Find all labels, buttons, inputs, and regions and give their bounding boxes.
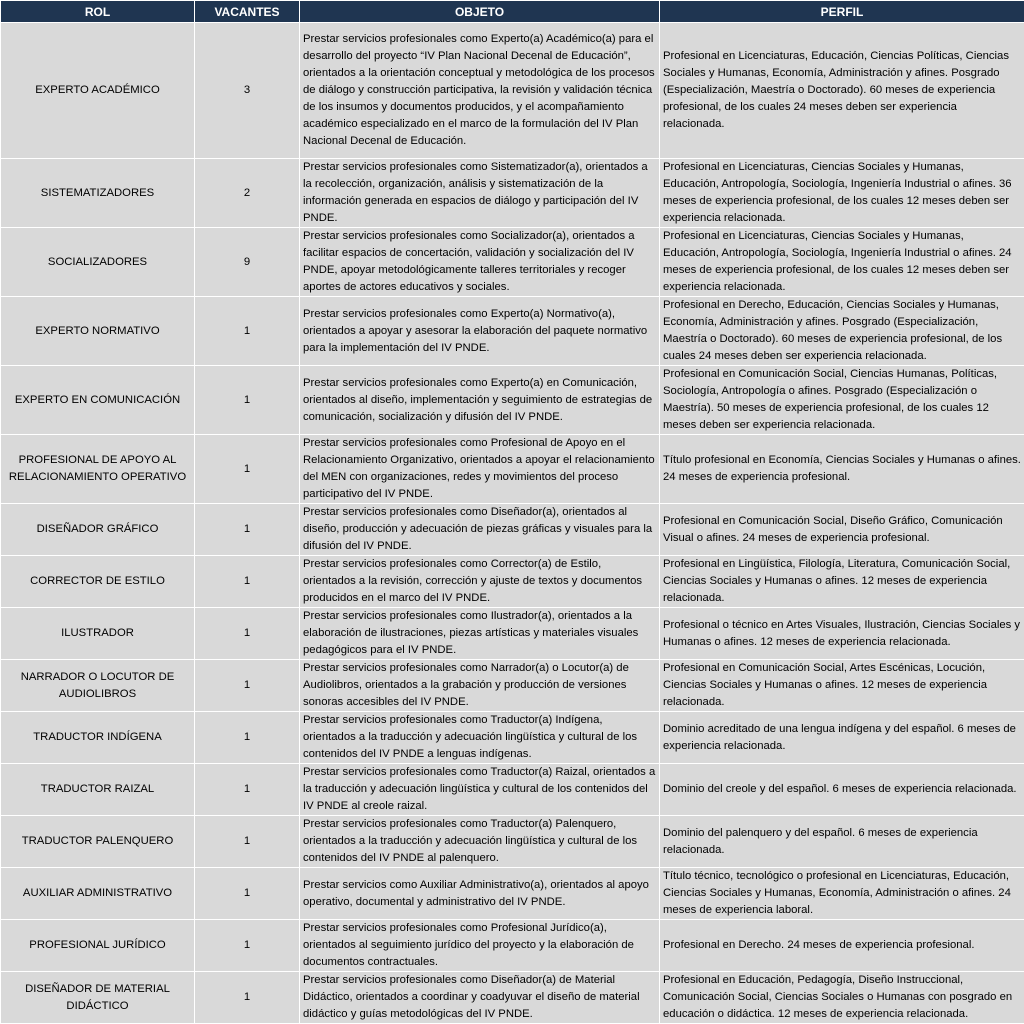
cell-perfil: Dominio del creole y del español. 6 meses de experiencia relacionada. — [660, 764, 1024, 816]
cell-vacantes: 3 — [195, 23, 300, 159]
cell-rol: CORRECTOR DE ESTILO — [1, 556, 195, 608]
cell-perfil: Profesional en Derecho. 24 meses de experiencia profesional. — [660, 920, 1024, 972]
cell-objeto: Prestar servicios profesionales como Experto(a) Académico(a) para el desarrollo del proyecto “IV Plan Nacional Decenal de Educación”, orientados a la orientación conceptual y metodológica de los procesos de diálogo y construcción participativa, la revisión y validación técnica de los insumos y documentos producidos, y el acompañamiento académico especializado en el marco de la formulación del IV Plan Nacional Decenal de Educación. — [300, 23, 660, 159]
cell-objeto: Prestar servicios profesionales como Sistematizador(a), orientados a la recolección, organización, análisis y sistematización de la información generada en espacios de diálogo y participación del IV PNDE. — [300, 159, 660, 228]
cell-perfil: Profesional en Licenciaturas, Ciencias Sociales y Humanas, Educación, Antropología, Sociología, Ingeniería Industrial o afines. 24 meses de experiencia profesional, de los cuales 12 meses deben ser experiencia relacionada. — [660, 228, 1024, 297]
cell-rol: ILUSTRADOR — [1, 608, 195, 660]
cell-objeto: Prestar servicios profesionales como Diseñador(a) de Material Didáctico, orientados a coordinar y coadyuvar el diseño de material didáctico y guías metodológicas del IV PNDE. — [300, 972, 660, 1024]
cell-perfil: Profesional o técnico en Artes Visuales, Ilustración, Ciencias Sociales y Humanas o afines. 12 meses de experiencia relacionada. — [660, 608, 1024, 660]
cell-perfil: Título profesional en Economía, Ciencias Sociales y Humanas o afines. 24 meses de experiencia profesional. — [660, 435, 1024, 504]
cell-perfil: Profesional en Licenciaturas, Ciencias Sociales y Humanas, Educación, Antropología, Sociología, Ingeniería Industrial o afines. 36 meses de experiencia profesional, de los cuales 12 meses deben ser experiencia relacionada. — [660, 159, 1024, 228]
table-row — [1, 972, 1024, 1024]
cell-rol: AUXILIAR ADMINISTRATIVO — [1, 868, 195, 920]
table-row — [1, 159, 1024, 228]
cell-vacantes: 1 — [195, 920, 300, 972]
table-row — [1, 816, 1024, 868]
cell-rol: TRADUCTOR PALENQUERO — [1, 816, 195, 868]
table-row — [1, 366, 1024, 435]
cell-objeto: Prestar servicios profesionales como Traductor(a) Indígena, orientados a la traducción y adecuación lingüística y cultural de los contenidos del IV PNDE a lenguas indígenas. — [300, 712, 660, 764]
cell-perfil: Dominio del palenquero y del español. 6 meses de experiencia relacionada. — [660, 816, 1024, 868]
table-row — [1, 435, 1024, 504]
cell-rol: EXPERTO EN COMUNICACIÓN — [1, 366, 195, 435]
cell-perfil: Profesional en Licenciaturas, Educación, Ciencias Políticas, Ciencias Sociales y Humanas, Economía, Administración y afines. Posgrado (Especialización, Maestría o Doctorado). 60 meses de experiencia profesional, de los cuales 24 meses deben ser experiencia relacionada. — [660, 23, 1024, 159]
cell-vacantes: 2 — [195, 159, 300, 228]
cell-objeto: Prestar servicios profesionales como Narrador(a) o Locutor(a) de Audiolibros, orientados a la grabación y producción de versiones sonoras accesibles del IV PNDE. — [300, 660, 660, 712]
cell-vacantes: 1 — [195, 435, 300, 504]
cell-rol: EXPERTO ACADÉMICO — [1, 23, 195, 159]
cell-objeto: Prestar servicios profesionales como Profesional de Apoyo en el Relacionamiento Organizativo, orientados a apoyar el relacionamiento del MEN con organizaciones, redes y movimientos del proceso participativo del IV PNDE. — [300, 435, 660, 504]
cell-objeto: Prestar servicios profesionales como Socializador(a), orientados a facilitar espacios de concertación, validación y socialización del IV PNDE, apoyar metodológicamente talleres territoriales y recoger aportes de actores educativos y sociales. — [300, 228, 660, 297]
table-row — [1, 712, 1024, 764]
cell-objeto: Prestar servicios profesionales como Traductor(a) Raizal, orientados a la traducción y adecuación lingüística y cultural de los contenidos del IV PNDE al creole raizal. — [300, 764, 660, 816]
cell-vacantes: 1 — [195, 608, 300, 660]
cell-vacantes: 1 — [195, 972, 300, 1024]
cell-vacantes: 1 — [195, 366, 300, 435]
table-row — [1, 660, 1024, 712]
cell-objeto: Prestar servicios profesionales como Diseñador(a), orientados al diseño, producción y adecuación de piezas gráficas y visuales para la difusión del IV PNDE. — [300, 504, 660, 556]
cell-vacantes: 1 — [195, 712, 300, 764]
cell-objeto: Prestar servicios profesionales como Traductor(a) Palenquero, orientados a la traducción y adecuación lingüística y cultural de los contenidos del IV PNDE al palenquero. — [300, 816, 660, 868]
table-row — [1, 504, 1024, 556]
cell-rol: NARRADOR O LOCUTOR DE AUDIOLIBROS — [1, 660, 195, 712]
cell-objeto: Prestar servicios profesionales como Ilustrador(a), orientados a la elaboración de ilustraciones, piezas artísticas y materiales visuales pedagógicos para el IV PNDE. — [300, 608, 660, 660]
header-objeto: OBJETO — [300, 1, 660, 23]
header-perfil: PERFIL — [660, 1, 1024, 23]
cell-vacantes: 1 — [195, 868, 300, 920]
cell-objeto: Prestar servicios profesionales como Experto(a) en Comunicación, orientados al diseño, implementación y seguimiento de estrategias de comunicación, socialización y difusión del IV PNDE. — [300, 366, 660, 435]
cell-objeto: Prestar servicios profesionales como Corrector(a) de Estilo, orientados a la revisión, corrección y ajuste de textos y documentos producidos en el marco del IV PNDE. — [300, 556, 660, 608]
cell-perfil: Título técnico, tecnológico o profesional en Licenciaturas, Educación, Ciencias Sociales y Humanas, Economía, Administración o afines. 24 meses de experiencia laboral. — [660, 868, 1024, 920]
header-rol: ROL — [1, 1, 195, 23]
cell-objeto: Prestar servicios profesionales como Experto(a) Normativo(a), orientados a apoyar y asesorar la elaboración del paquete normativo para la implementación del IV PNDE. — [300, 297, 660, 366]
cell-vacantes: 1 — [195, 816, 300, 868]
table-row — [1, 297, 1024, 366]
table-row — [1, 556, 1024, 608]
table-row — [1, 868, 1024, 920]
cell-rol: SOCIALIZADORES — [1, 228, 195, 297]
cell-vacantes: 1 — [195, 660, 300, 712]
cell-rol: PROFESIONAL JURÍDICO — [1, 920, 195, 972]
cell-vacantes: 9 — [195, 228, 300, 297]
cell-vacantes: 1 — [195, 504, 300, 556]
cell-rol: TRADUCTOR RAIZAL — [1, 764, 195, 816]
cell-rol: PROFESIONAL DE APOYO AL RELACIONAMIENTO OPERATIVO — [1, 435, 195, 504]
header-vacantes: VACANTES — [195, 1, 300, 23]
cell-rol: DISEÑADOR DE MATERIAL DIDÁCTICO — [1, 972, 195, 1024]
table-row — [1, 608, 1024, 660]
cell-perfil: Dominio acreditado de una lengua indígena y del español. 6 meses de experiencia relacionada. — [660, 712, 1024, 764]
cell-rol: TRADUCTOR INDÍGENA — [1, 712, 195, 764]
cell-rol: SISTEMATIZADORES — [1, 159, 195, 228]
cell-perfil: Profesional en Comunicación Social, Diseño Gráfico, Comunicación Visual o afines. 24 meses de experiencia profesional. — [660, 504, 1024, 556]
cell-perfil: Profesional en Comunicación Social, Artes Escénicas, Locución, Ciencias Sociales y Humanas o afines. 12 meses de experiencia relacionada. — [660, 660, 1024, 712]
cell-objeto: Prestar servicios profesionales como Profesional Jurídico(a), orientados al seguimiento jurídico del proyecto y la elaboración de documentos contractuales. — [300, 920, 660, 972]
cell-perfil: Profesional en Lingüística, Filología, Literatura, Comunicación Social, Ciencias Sociales y Humanas o afines. 12 meses de experiencia relacionada. — [660, 556, 1024, 608]
cell-objeto: Prestar servicios como Auxiliar Administrativo(a), orientados al apoyo operativo, documental y administrativo del IV PNDE. — [300, 868, 660, 920]
cell-perfil: Profesional en Derecho, Educación, Ciencias Sociales y Humanas, Economía, Administración y afines. Posgrado (Especialización, Maestría o Doctorado). 60 meses de experiencia profesional, de los cuales 24 meses deben ser experiencia relacionada. — [660, 297, 1024, 366]
cell-perfil: Profesional en Educación, Pedagogía, Diseño Instruccional, Comunicación Social, Ciencias Sociales o Humanas con posgrado en educación o didáctica. 12 meses de experiencia relacionada. — [660, 972, 1024, 1024]
cell-vacantes: 1 — [195, 297, 300, 366]
cell-rol: DISEÑADOR GRÁFICO — [1, 504, 195, 556]
cell-vacantes: 1 — [195, 764, 300, 816]
table-row — [1, 23, 1024, 159]
cell-vacantes: 1 — [195, 556, 300, 608]
table-row — [1, 920, 1024, 972]
cell-perfil: Profesional en Comunicación Social, Ciencias Humanas, Políticas, Sociología, Antropología o afines. Posgrado (Especialización o Maestría). 50 meses de experiencia profesional, de los cuales 12 meses deben ser experiencia relacionada. — [660, 366, 1024, 435]
table-row — [1, 228, 1024, 297]
cell-rol: EXPERTO NORMATIVO — [1, 297, 195, 366]
header-row — [1, 1, 1024, 23]
table-row — [1, 764, 1024, 816]
